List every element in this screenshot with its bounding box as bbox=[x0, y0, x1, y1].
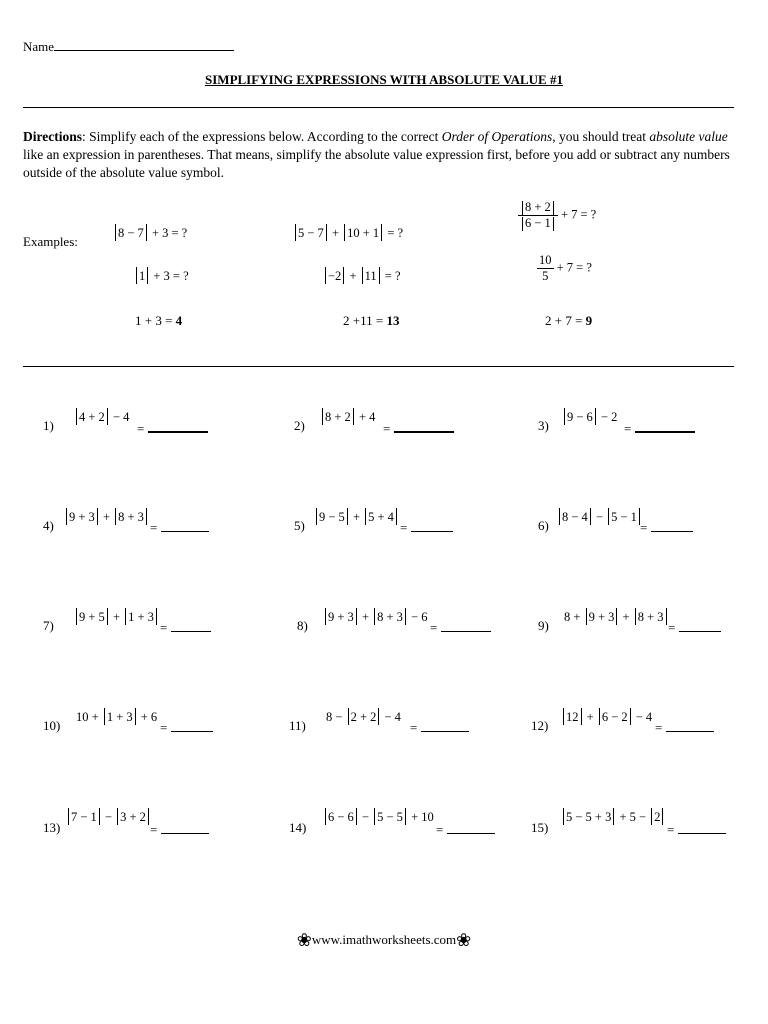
problem-8-answer[interactable]: = bbox=[430, 618, 491, 636]
problem-6-answer[interactable]: = bbox=[640, 518, 693, 536]
directions-part3: like an expression in parentheses. That means, simplify the absolute value expression first, before you add or subtract any numbers outside of the absolute value symbol. bbox=[23, 147, 730, 180]
problem-5-answer[interactable]: = bbox=[400, 518, 453, 536]
example-3-answer: 2 + 7 = 9 bbox=[545, 313, 593, 328]
problem-9-answer[interactable]: = bbox=[668, 618, 721, 636]
example-3-row-1: $\frac{8 + 2}{6 - 1}$ + 7 = ? bbox=[518, 200, 596, 231]
problem-15-answer[interactable]: = bbox=[667, 820, 726, 838]
example-2-answer: 2 +11 = 13 bbox=[343, 313, 400, 328]
directions-part1: : Simplify each of the expressions below. According to the correct bbox=[82, 129, 442, 144]
problem-11-answer[interactable]: = bbox=[410, 718, 469, 736]
problem-12-expression: 12 + 6 − 2 − 4 bbox=[561, 708, 652, 725]
name-blank[interactable] bbox=[54, 38, 234, 51]
problem-10-expression: 10 + 1 + 3 + 6 bbox=[76, 710, 158, 724]
problem-9-number: 9) bbox=[538, 618, 549, 633]
problem-8-expression: 9 + 3 + 8 + 3 − 6 bbox=[323, 608, 428, 625]
problem-2-answer[interactable]: = bbox=[383, 418, 454, 437]
problem-14-answer[interactable]: = bbox=[436, 820, 495, 838]
problem-12-number: 12) bbox=[531, 718, 549, 733]
problem-9-expression: 8 + 9 + 3 + 8 + 3 bbox=[564, 608, 669, 625]
problem-4-expression: 9 + 3 + 8 + 3 bbox=[64, 508, 149, 525]
problem-4-answer[interactable]: = bbox=[150, 518, 209, 536]
example-1-answer: 1 + 3 = 4 bbox=[135, 313, 183, 328]
problem-4-number: 4) bbox=[43, 518, 54, 533]
problem-14-expression: 6 − 6 − 5 − 5 + 10 bbox=[323, 808, 434, 825]
problem-8-number: 8) bbox=[297, 618, 308, 633]
problem-3-number: 3) bbox=[538, 418, 549, 433]
problem-11-number: 11) bbox=[289, 718, 306, 733]
problem-6-number: 6) bbox=[538, 518, 549, 533]
flower-icon: ❀ bbox=[456, 930, 472, 950]
name-field bbox=[23, 38, 234, 55]
example-2-row-2: −2 + 11 = ? bbox=[323, 267, 401, 284]
problem-12-answer[interactable]: = bbox=[655, 718, 714, 736]
footer bbox=[0, 930, 768, 951]
problem-3-answer[interactable]: = bbox=[624, 418, 695, 437]
problem-13-expression: 7 − 1 − 3 + 2 bbox=[66, 808, 151, 825]
problem-2-number: 2) bbox=[294, 418, 305, 433]
page-title: SIMPLIFYING EXPRESSIONS WITH ABSOLUTE VALUE #1 bbox=[205, 72, 563, 87]
problem-10-answer[interactable]: = bbox=[160, 718, 213, 736]
directions-part2: , you should treat bbox=[552, 129, 650, 144]
directions-italic2: absolute value bbox=[649, 129, 728, 144]
directions-text bbox=[23, 128, 738, 182]
directions-italic1: Order of Operations bbox=[441, 129, 553, 144]
problem-10-number: 10) bbox=[43, 718, 61, 733]
problem-7-answer[interactable]: = bbox=[160, 618, 211, 636]
problem-11-expression: 8 − 2 + 2 − 4 bbox=[326, 710, 401, 724]
problem-3-expression: 9 − 6 − 2 bbox=[562, 408, 617, 425]
examples-label: Examples: bbox=[23, 234, 78, 249]
problem-2-expression: 8 + 2 + 4 bbox=[320, 408, 375, 425]
problem-6-expression: 8 − 4 − 5 − 1 bbox=[557, 508, 642, 525]
problem-1-number: 1) bbox=[43, 418, 54, 433]
problem-15-expression: 5 − 5 + 3 + 5 − 2 bbox=[561, 808, 665, 825]
name-label: Name bbox=[23, 39, 55, 54]
problem-1-expression: 4 + 2 − 4 bbox=[74, 408, 129, 425]
flower-icon: ❀ bbox=[296, 930, 312, 950]
problem-5-number: 5) bbox=[294, 518, 305, 533]
problem-7-expression: 9 + 5 + 1 + 3 bbox=[74, 608, 159, 625]
divider-middle bbox=[23, 366, 734, 367]
problem-13-answer[interactable]: = bbox=[150, 820, 209, 838]
problem-5-expression: 9 − 5 + 5 + 4 bbox=[314, 508, 399, 525]
problem-14-number: 14) bbox=[289, 820, 307, 835]
directions-lead: Directions bbox=[23, 129, 82, 144]
example-3-row-2: $\frac{10}{5}$ + 7 = ? bbox=[539, 253, 592, 283]
footer-url[interactable]: www.imathworksheets.com bbox=[311, 932, 457, 947]
example-1-row-2: 1 + 3 = ? bbox=[134, 267, 189, 284]
problem-7-number: 7) bbox=[43, 618, 54, 633]
problem-15-number: 15) bbox=[531, 820, 549, 835]
problem-1-answer[interactable]: = bbox=[137, 418, 208, 437]
problem-13-number: 13) bbox=[43, 820, 61, 835]
example-1-row-1: 8 − 7 + 3 = ? bbox=[113, 224, 187, 241]
divider-top bbox=[23, 107, 734, 108]
example-2-row-1: 5 − 7 + 10 + 1 = ? bbox=[293, 224, 403, 241]
